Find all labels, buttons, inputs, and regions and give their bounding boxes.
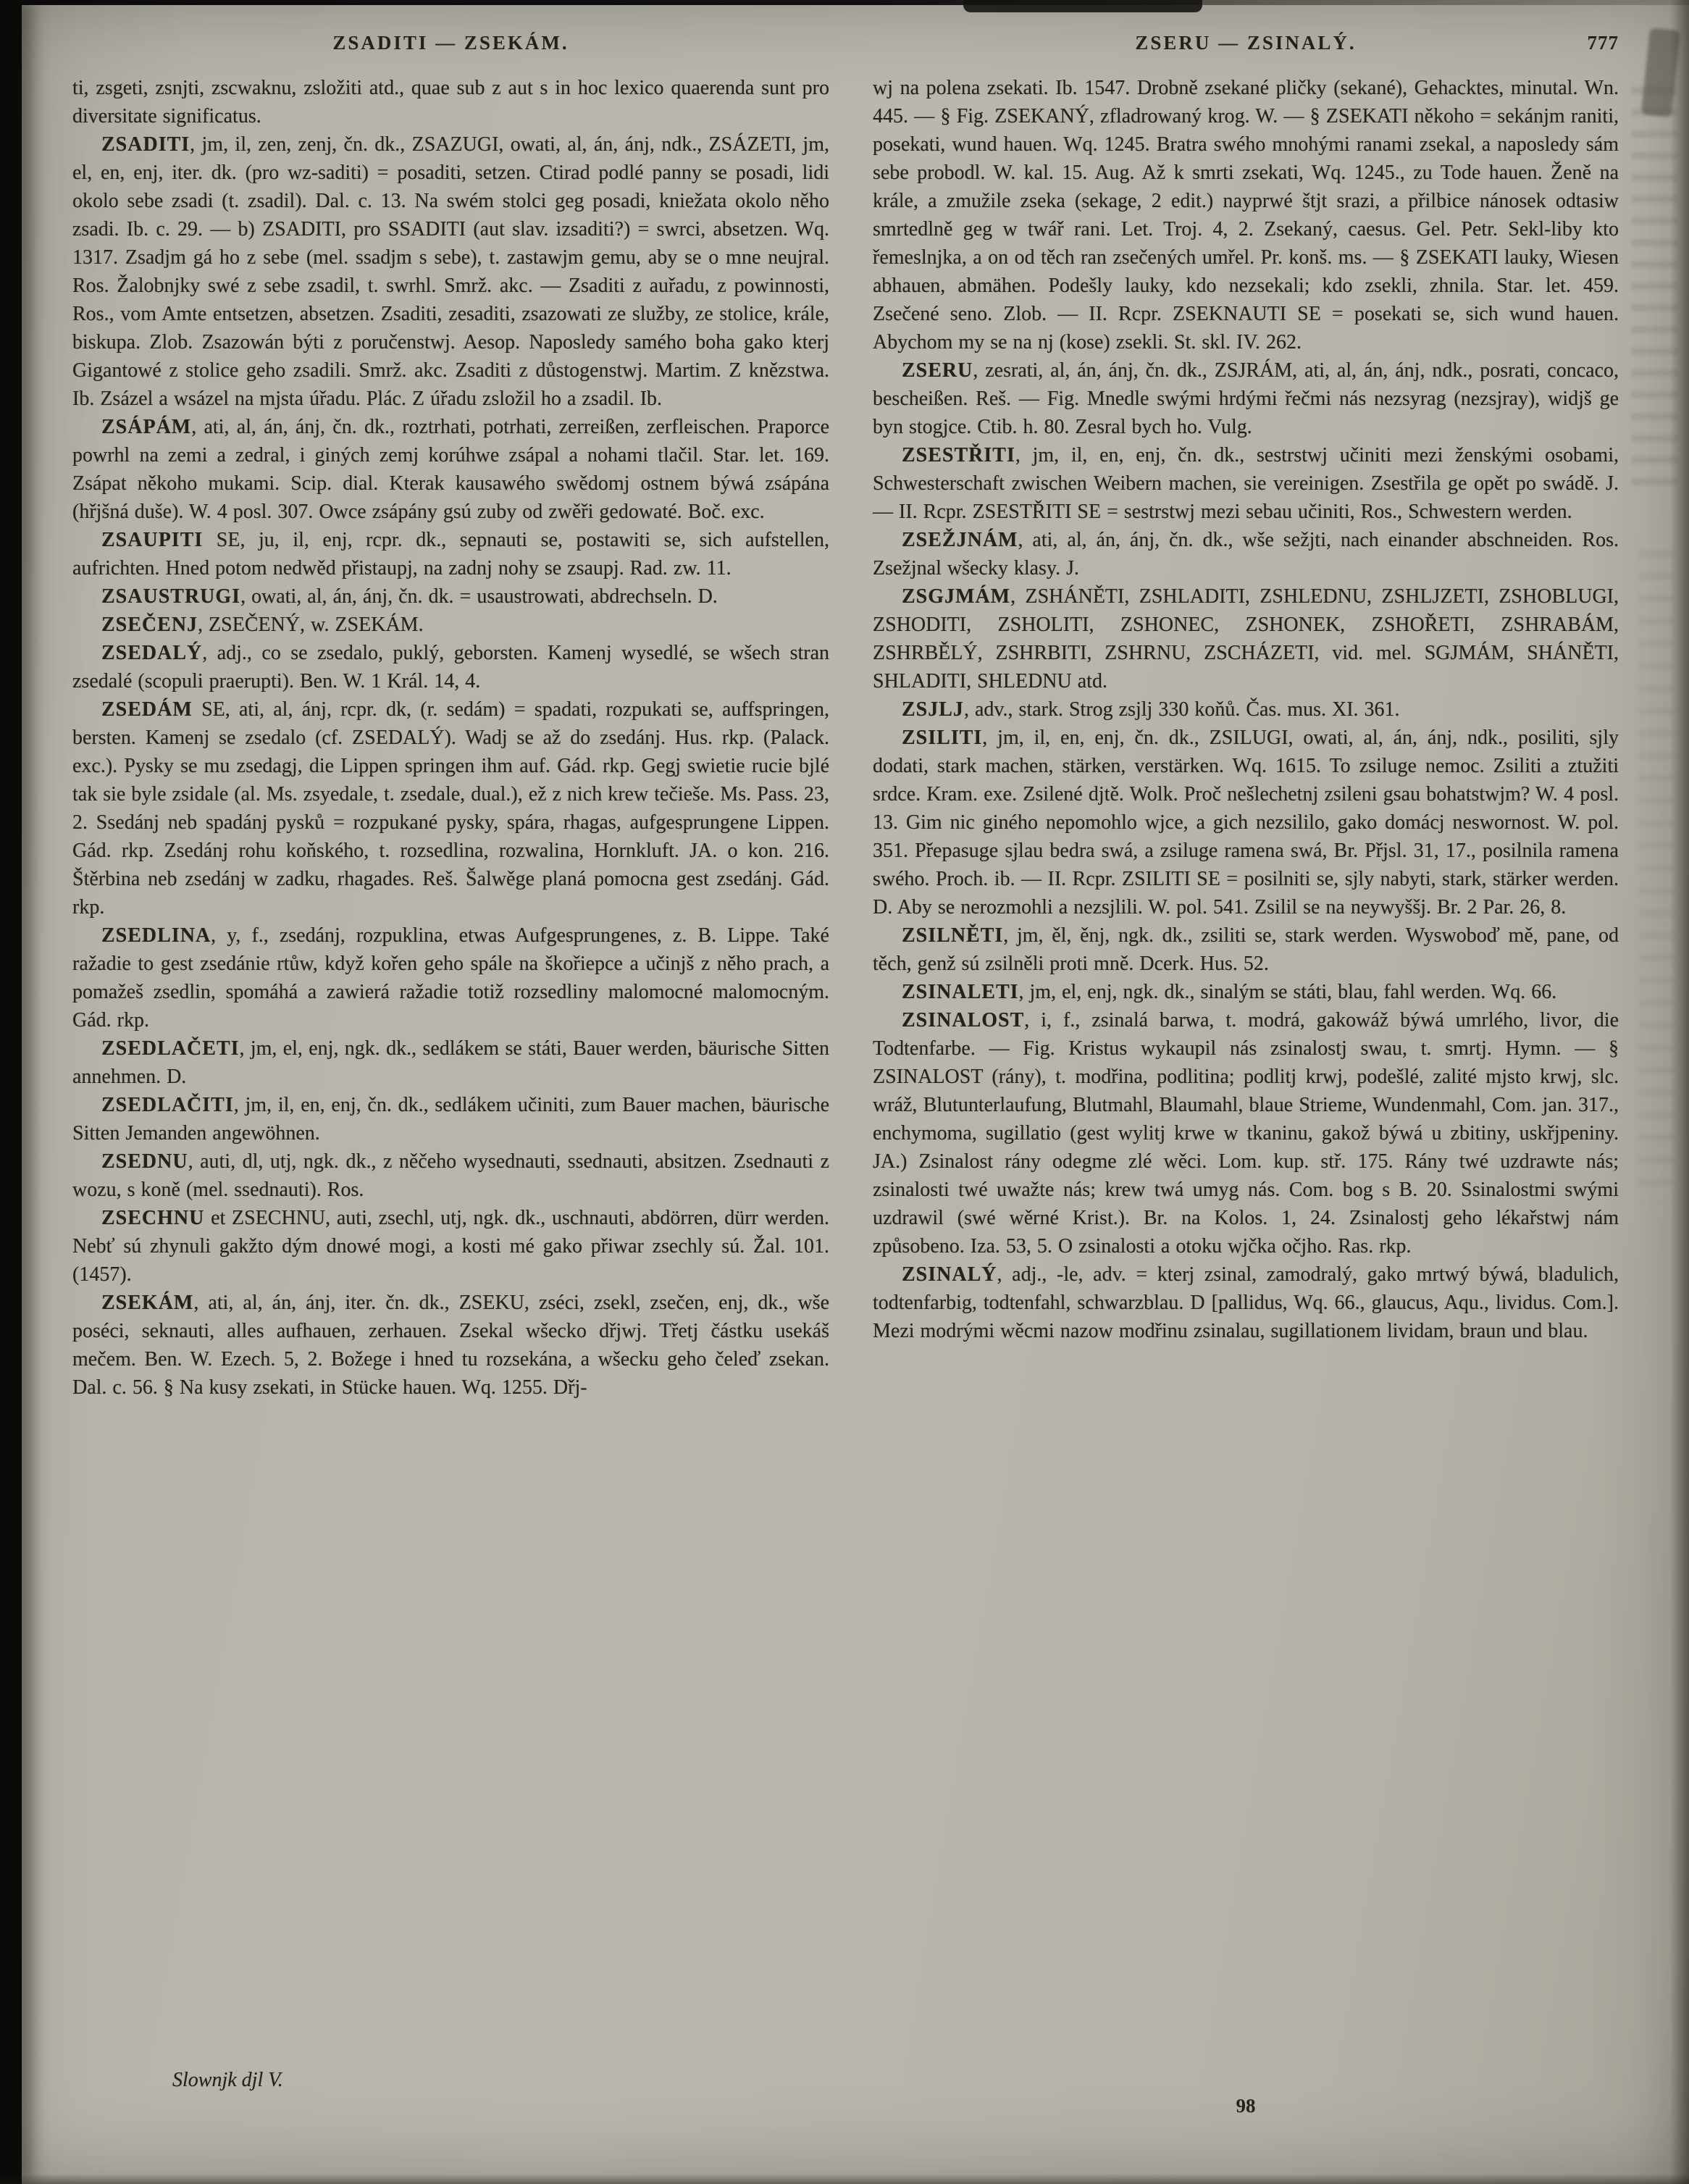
entry-headword: ZSILITI (902, 727, 983, 749)
entry-text: , jm, el, enj, ngk. dk., sinalým se státi, blau, fahl werden. Wq. 66. (1018, 981, 1557, 1003)
dictionary-entry (873, 582, 1619, 695)
entry-text: , adj., -le, adv. = kterj zsinal, zamodralý, gako mrtwý býwá, bladulich, todtenfarbig, todtenfahl, schwarzblau. D [pallidus, Wq. 66., glaucus, Aqu., lividus. Com.]. Mezi modrými wěcmi nazow modřinu zsinalau, sugillationem lividam, braun und blau. (873, 1263, 1619, 1342)
dictionary-entry (72, 611, 829, 639)
entry-headword: ZSEDLAČITI (101, 1094, 234, 1116)
entry-text: wj na polena zsekati. Ib. 1547. Drobně zsekané pličky (sekané), Gehacktes, minutal. Wn. 445. — § Fig. ZSEKANÝ, zfladrowaný krog. W. — § ZSEKATI někoho = sekánjm raniti, posekati, wund hauen. Wq. 1245. Bratra swého mnohými ranami zsekal, a naposledy sám sebe probodl. W. kal. 15. Aug. Až k smrti zsekati, Wq. 1245., zu Tode hauen. Ženě na krále, a zmužile zseka (sekage, 2 edit.) nayprwé štjt srazi, a přilbice nánosek odtasiw smrtedlně geg w twář rani. Let. Troj. 4, 2. Zsekaný, caesus. Gel. Petr. Sekl-liby kto řemeslnjka, a on od těch ran zsečených umřel. Pr. konš. ms. — § ZSEKATI lauky, Wiesen abhauen, abmähen. Podešly lauky, kdo nezsekali; kdo zsekli, zhnila. Star. let. 459. Zsečené seno. Zlob. — II. Rcpr. ZSEKNAUTI SE = posekati se, sich wund hauen. Abychom my se na nj (kose) zsekli. St. skl. IV. 262. (873, 77, 1619, 353)
entry-headword: ZSEDALÝ (101, 642, 203, 664)
entry-text: , adj., co se zsedalo, puklý, geborsten. Kamenj wysedlé, se wšech stran zsedalé (scopuli praerupti). Ben. W. 1 Král. 14, 4. (72, 642, 829, 693)
entry-text: , i, f., zsinalá barwa, t. modrá, gakowáž býwá umrlého, livor, die Todtenfarbe. — Fig. Kristus wykaupil nás zsinalostj swau, t. smrtj. Hymn. — § ZSINALOST (rány), t. modřina, podlitina; podlitj krwj, podešlé, zalité mjsto krwj, slc. wráž, Blutunterlaufung, Blutmahl, Blaumahl, blaue Strieme, Wundenmahl, Com. jan. 317., enchymoma, sugillatio (gest wylitj krwe w tkaninu, gakož býwá u zbitiny, uskřjpeniny. JA.) Zsinalost rány odegme zlé wěci. Lom. kup. stř. 175. Rány twé uzdrawte nás; zsinalosti twé uwažte nás; krew twá umyg nás. Com. bog s B. 20. Ssinalostmi swými uzdrawil (swé wěrné Krist.). Br. na Kolos. 1, 24. Zsinalostj geho lékařstwj nám způsobeno. Iza. 53, 5. O zsinalosti a otoku wjčka očjho. Ras. rkp. (873, 1009, 1619, 1258)
entry-text: , ati, al, án, ánj, čn. dk., wše sežjti, nach einander abschneiden. Ros. Zsežjnal wšecky klasy. J. (873, 529, 1619, 580)
dictionary-entry (72, 1147, 829, 1204)
running-head-right: ZSERU — ZSINALÝ. (1135, 32, 1357, 54)
dictionary-entry (72, 526, 829, 582)
dictionary-entry (72, 1034, 829, 1091)
dictionary-entry (72, 413, 829, 526)
entry-text: , jm, il, zen, zenj, čn. dk., ZSAZUGI, owati, al, án, ánj, ndk., ZSÁZETI, jm, el, en, enj, iter. dk. (pro wz-saditi) = posaditi, setzen. Ctirad podlé panny se posadi, lidi okolo sebe zsadi (t. zsadil). Dal. c. 13. Na swém stolci geg posadi, kniežata okolo něho zsadi. Ib. c. 29. — b) ZSADITI, pro SSADITI (aut slav. izsaditi?) = swrci, absetzen. Wq. 1317. Zsadjm gá ho z sebe (mel. ssadjm s sebe), t. zastawjm gemu, aby se o mne neujral. Ros. Žalobnjky swé z sebe zsadil, t. swrhl. Smrž. akc. — Zsaditi z auřadu, z powinnosti, Ros., vom Amte entsetzen, absetzen. Zsaditi, zesaditi, zsazowati ze služby, ze stolice, krále, biskupa. Zlob. Zsazowán býti z poručenstwj. Aesop. Naposledy samého boha gako kterj Gigantowé z stolice geho zsadili. Smrž. akc. Zsaditi z důstogenstwj. Martim. Z knězstwa. Ib. Zsázel a wsázel na mjsta úřadu. Plác. Z úřadu zsložil ho a zsadil. Ib. (72, 133, 829, 410)
entry-text: , jm, ěl, ěnj, ngk. dk., zsiliti se, stark werden. Wyswoboď mě, pane, od těch, genž sú zsilněli proti mně. Dcerk. Hus. 52. (873, 924, 1619, 975)
dictionary-entry (72, 695, 829, 921)
scan-edge-top (0, 0, 1689, 5)
dictionary-entry (72, 130, 829, 413)
entry-text: ti, zsgeti, zsnjti, zscwaknu, zsložiti atd., quae sub z aut s in hoc lexico quaerenda sunt pro diversitate significatus. (72, 77, 829, 127)
entry-text: , ZSHÁNĚTI, ZSHLADITI, ZSHLEDNU, ZSHLJZETI, ZSHOBLUGI, ZSHODITI, ZSHOLITI, ZSHONEC, ZSHONEK, ZSHOŘETI, ZSHRABÁM, ZSHRBĚLÝ, ZSHRBITI, ZSHRNU, ZSCHÁZETI, vid. mel. SGJMÁM, SHÁNĚTI, SHLADITI, SHLEDNU atd. (873, 585, 1619, 693)
scan-edge-right (1670, 0, 1689, 2184)
entry-text: , jm, il, en, enj, čn. dk., ZSILUGI, owati, al, án, ánj, ndk., posiliti, sjly dodati, stark machen, stärken, verstärken. Wq. 1615. To zsiluge nemoc. Zsiliti a ztužiti srdce. Kram. exe. Zsilené djtě. Wolk. Proč nešlechetnj zsileni gsau bohatstwjm? W. 4 posl. 13. Gim nic giného nepomohlo wjce, a gich nezsililo, gako domácj neswornost. W. pol. 351. Přepasuge sjlau bedra swá, a zsiluge ramena swá, Br. Přjsl. 31, 17., posilnila ramena swého. Proch. ib. — II. Rcpr. ZSILITI SE = posilniti se, sjly nabyti, stark, stärker werden. D. Aby se nerozmohli a nezsjlili. W. pol. 541. Zsilil se na neywyššj. Br. 2 Par. 26, 8. (873, 727, 1619, 919)
entry-text: , owati, al, án, ánj, čn. dk. = usaustrowati, abdrechseln. D. (240, 585, 718, 608)
entry-headword: ZSEČENJ (101, 614, 198, 636)
dictionary-entry (873, 526, 1619, 582)
dictionary-entry (72, 74, 829, 130)
dictionary-entry (72, 1204, 829, 1289)
entry-text: , jm, el, enj, ngk. dk., sedlákem se státi, Bauer werden, bäurische Sitten annehmen. D. (72, 1037, 829, 1088)
entry-text: , jm, il, en, enj, čn. dk., sestrstwj učiniti mezi ženskými osobami, Schwesterschaft zwischen Weibern machen, sie vereinigen. Zsestřila ge opět po swádě. J. — II. Rcpr. ZSESTŘITI SE = sestrstwj mezi sebau učiniti, Ros., Schwestern werden. (873, 444, 1619, 523)
entry-headword: ZSEŽJNÁM (902, 529, 1018, 551)
dictionary-entry (873, 724, 1619, 921)
entry-headword: ZSEDLAČETI (101, 1037, 240, 1060)
entry-text: , ati, al, án, ánj, iter. čn. dk., ZSEKU, zséci, zsekl, zsečen, enj, dk., wše poséci, seknauti, alles aufhauen, zerhauen. Zsekal wšecko dřjwj. Třetj částku usekáš mečem. Ben. W. Ezech. 5, 2. Božege i hned tu rozsekána, a wšecku geho čeleď zsekan. Dal. c. 56. § Na kusy zsekati, in Stücke hauen. Wq. 1255. Dřj- (72, 1292, 829, 1399)
left-column (72, 74, 829, 1402)
ink-smudge-top (963, 0, 1202, 12)
entry-text: , adv., stark. Strog zsjlj 330 koňů. Čas. mus. XI. 361. (963, 698, 1400, 721)
dictionary-entry (873, 74, 1619, 356)
entry-headword: ZSEDLINA (101, 924, 211, 947)
dictionary-entry (873, 441, 1619, 526)
entry-headword: ZSEDNU (101, 1150, 188, 1173)
dictionary-entry (873, 695, 1619, 724)
entry-text: , ati, al, án, ánj, čn. dk., roztrhati, potrhati, zerreißen, zerfleischen. Praporce powrhl na zemi a zedral, i giných zemj korúhwe zsápal a nohami tlačil. Star. let. 169. Zsápat někoho mukami. Scip. dial. Kterak kausawého swědomj ostnem býwá zsápána (hřjšná duše). W. 4 posl. 307. Owce zsápány gsú zuby od zwěři gedowaté. Boč. exc. (72, 416, 829, 523)
running-head-left: ZSADITI — ZSEKÁM. (332, 32, 569, 54)
entry-text: SE, ati, al, ánj, rcpr. dk, (r. sedám) = spadati, rozpukati se, auffspringen, bersten. Kamenj se zsedalo (cf. ZSEDALÝ). Wadj se až do zsedánj. Hus. rkp. (Palack. exc.). Pysky se mu zsedagj, die Lippen springen ihm auf. Gád. rkp. Gegj swietie rucie bjlé tak sie byle zsidale (al. Ms. zsyedale, t. zsedale, dual.), ež z nich krew tečieše. Ms. Pass. 23, 2. Ssedánj neb spadánj pysků = rozpukané pysky, spára, rhagas, aufgesprungene Lippen. Gád. rkp. Zsedánj rohu koňského, t. rozsedlina, rozwalina, Hornkluft. JA. o kon. 216. Štěrbina neb zsedánj w zadku, rhagades. Reš. Šalwěge planá pomocna gest zsedánj. Gád. rkp. (72, 698, 829, 919)
entry-headword: ZSECHNU (101, 1207, 205, 1229)
entry-headword: ZSADITI (101, 133, 190, 156)
entry-headword: ZSILNĚTI (902, 924, 1004, 947)
dictionary-entry (72, 582, 829, 611)
entry-text: , y, f., zsedánj, rozpuklina, etwas Aufgesprungenes, z. B. Lippe. Také ražadie to gest zsedánie rtůw, když kořen geho spále na škořiepce a učinjš z něho prach, a pomažeš zsedlin, spomáhá a zawierá ražadie totiž rozsedliny malomocné malomocným. Gád. rkp. (72, 924, 829, 1032)
entry-text: , jm, il, en, enj, čn. dk., sedlákem učiniti, zum Bauer machen, bäurische Sitten Jemanden angewöhnen. (72, 1094, 829, 1145)
bleed-through-ghost-text (1638, 551, 1675, 1202)
dictionary-entry (873, 1006, 1619, 1260)
dictionary-entry (873, 356, 1619, 441)
scan-edge-bottom (0, 2174, 1689, 2184)
entry-text: et ZSECHNU, auti, zsechl, utj, ngk. dk., uschnauti, abdörren, dürr werden. Nebť sú zhynuli gakžto dým dnowé mogi, a kosti mé gako přiwar zsechly sú. Žal. 101. (1457). (72, 1207, 829, 1286)
entry-headword: ZSINALÝ (902, 1263, 997, 1286)
dictionary-entry (873, 1260, 1619, 1345)
dictionary-entry (72, 639, 829, 695)
entry-headword: ZSINALOST (902, 1009, 1025, 1032)
dictionary-entry (72, 921, 829, 1034)
dictionary-entry (873, 978, 1619, 1006)
entry-headword: ZSAUSTRUGI (101, 585, 241, 608)
dictionary-entry (72, 1289, 829, 1402)
dictionary-entry (72, 1091, 829, 1147)
volume-footer: Slownjk djl V. (172, 2069, 283, 2091)
entry-headword: ZSAUPITI (101, 529, 204, 551)
entry-text: , auti, dl, utj, ngk. dk., z něčeho wysednauti, ssednauti, absitzen. Zsednauti z wozu, s koně (mel. ssednauti). Ros. (72, 1150, 829, 1201)
right-column (873, 74, 1619, 1345)
page-number: 777 (1587, 32, 1619, 54)
entry-headword: ZSJLJ (902, 698, 964, 721)
entry-headword: ZSINALETI (902, 981, 1019, 1003)
entry-text: , ZSEČENÝ, w. ZSEKÁM. (198, 614, 424, 636)
entry-headword: ZSEKÁM (101, 1292, 194, 1314)
entry-headword: ZSGJMÁM (902, 585, 1011, 608)
scan-edge-left (0, 0, 22, 2184)
entry-headword: ZSÁPÁM (101, 416, 192, 438)
entry-headword: ZSESTŘITI (902, 444, 1015, 466)
entry-headword: ZSERU (902, 359, 973, 382)
signature-number: 98 (1236, 2095, 1256, 2117)
entry-text: SE, ju, il, enj, rcpr. dk., sepnauti se, postawiti se, sich aufstellen, aufrichten. Hned potom nedwěd přistaupj, na zadnj nohy se zsaupj. Rad. zw. 11. (72, 529, 829, 580)
entry-headword: ZSEDÁM (101, 698, 193, 721)
entry-text: , zesrati, al, án, ánj, čn. dk., ZSJRÁM, ati, al, án, ánj, ndk., posrati, concaco, bescheißen. Reš. — Fig. Mnedle swými hrdými řečmi nás nezsyrag (nezsjray), widjš ge byn stogjce. Ctib. h. 80. Zesral bych ho. Vulg. (873, 359, 1619, 438)
dictionary-entry (873, 921, 1619, 978)
